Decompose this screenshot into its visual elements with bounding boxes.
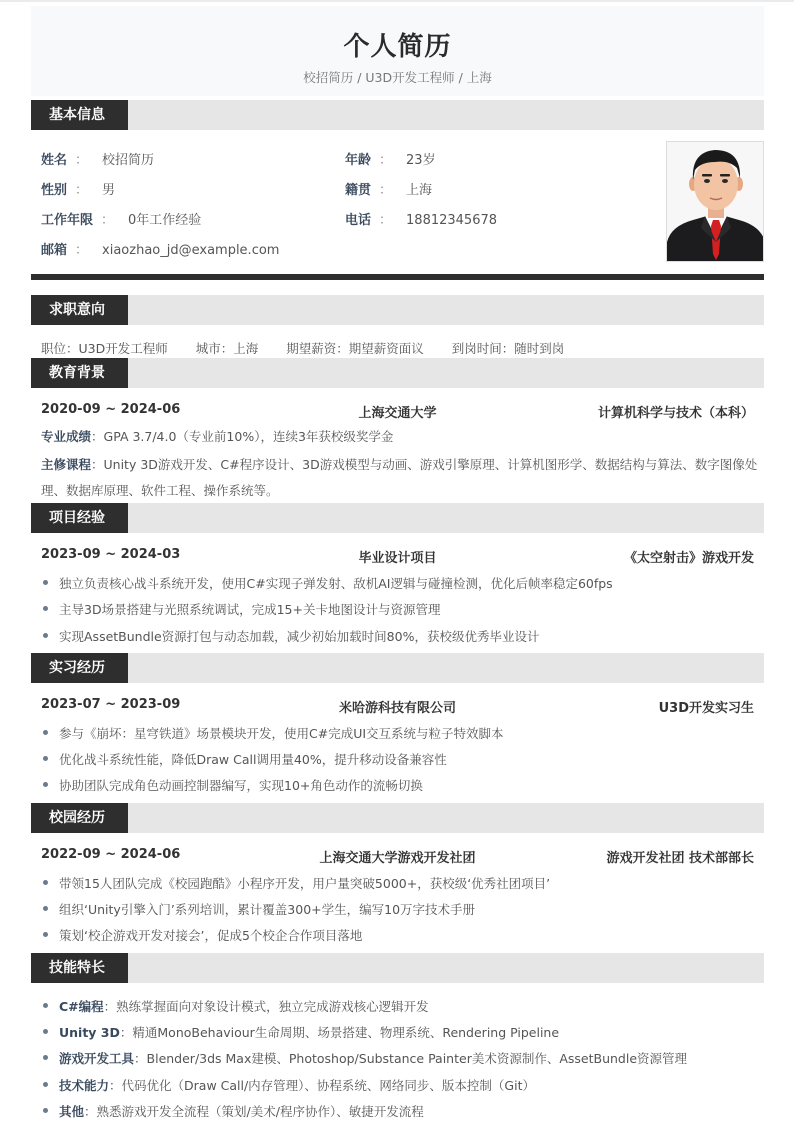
info-value: 上海 — [406, 183, 433, 198]
page-title: 个人简历 — [343, 32, 452, 62]
avatar-photo — [666, 141, 764, 262]
info-value: 23岁 — [406, 153, 436, 168]
list-item: 协助团队完成角色动画控制器编写，实现10+角色动作的流畅切换 — [43, 776, 423, 794]
list-item: 优化战斗系统性能，降低Draw Call调用量40%，提升移动设备兼容性 — [43, 750, 447, 768]
resume-header — [31, 6, 764, 96]
info-experience: 工作年限 ： 0年工作经验 — [41, 213, 202, 228]
info-value: xiaozhao_jd@example.com — [102, 243, 280, 258]
education-entry-header — [41, 402, 754, 420]
section-title: 求职意向 — [31, 295, 128, 325]
intent-arrival: 到岗时间：随时到岗 — [451, 341, 565, 356]
education-grades: 专业成绩：GPA 3.7/4.0（专业前10%），连续3年获校级奖学金 — [41, 429, 394, 444]
section-title: 实习经历 — [31, 653, 128, 683]
skill-item: Unity 3D：精通MonoBehaviour生命周期、场景搭建、物理系统、Rendering Pipeline — [43, 1023, 559, 1041]
skill-item: 技术能力：代码优化（Draw Call/内存管理）、协程系统、网络同步、版本控制（Git） — [43, 1076, 535, 1094]
section-basic-info — [31, 100, 764, 130]
info-value: 男 — [102, 183, 116, 198]
section-job-intent — [31, 295, 764, 325]
entry-role: 游戏开发社团 技术部部长 — [606, 851, 754, 866]
info-label: 姓名 — [41, 153, 68, 168]
entry-role: U3D开发实习生 — [658, 701, 754, 716]
info-value: 0年工作经验 — [128, 213, 202, 228]
info-value: 校招简历 — [102, 153, 155, 168]
info-label: 籍贯 — [345, 183, 372, 198]
skill-item: C#编程：熟练掌握面向对象设计模式，独立完成游戏核心逻辑开发 — [43, 997, 429, 1015]
entry-name: 毕业设计项目 — [358, 551, 437, 566]
info-gender: 性别 ： 男 — [41, 183, 116, 198]
info-value: 18812345678 — [406, 213, 498, 228]
section-title: 校园经历 — [31, 803, 128, 833]
info-label: 邮箱 — [41, 243, 68, 258]
intent-city: 城市：上海 — [195, 341, 259, 356]
intent-salary: 期望薪资：期望薪资面议 — [286, 341, 424, 356]
info-label: 年龄 — [345, 153, 372, 168]
job-intent-row — [41, 339, 592, 357]
list-item: 主导3D场景搭建与光照系统调试，完成15+关卡地图设计与资源管理 — [43, 600, 440, 618]
list-item: 实现AssetBundle资源打包与动态加载，减少初始加载时间80%，获校级优秀毕业设计 — [43, 627, 539, 645]
info-name: 姓名 ： 校招简历 — [41, 153, 155, 168]
section-education — [31, 358, 764, 388]
info-hometown: 籍贯 ： 上海 — [345, 183, 433, 198]
page-subtitle: 校招简历 / U3D开发工程师 / 上海 — [303, 70, 492, 85]
entry-school: 上海交通大学 — [358, 406, 437, 421]
section-title: 教育背景 — [31, 358, 128, 388]
intent-position: 职位：U3D开发工程师 — [41, 341, 168, 356]
entry-major: 计算机科学与技术（本科） — [597, 406, 754, 421]
info-label: 电话 — [345, 213, 372, 228]
list-item: 独立负责核心战斗系统开发，使用C#实现子弹发射、敌机AI逻辑与碰撞检测，优化后帧率稳定60fps — [43, 574, 613, 592]
section-campus — [31, 803, 764, 833]
section-title: 项目经验 — [31, 503, 128, 533]
section-title: 基本信息 — [31, 100, 128, 130]
section-skills — [31, 953, 764, 983]
info-label: 性别 — [41, 183, 68, 198]
section-divider — [31, 274, 764, 280]
list-item: 带领15人团队完成《校园跑酷》小程序开发，用户量突破5000+，获校级‘优秀社团项目’ — [43, 874, 550, 892]
entry-role: 《太空射击》游戏开发 — [623, 551, 754, 566]
section-title: 技能特长 — [31, 953, 128, 983]
info-label: 工作年限 — [41, 213, 94, 228]
entry-company: 米哈游科技有限公司 — [338, 701, 456, 716]
info-email: 邮箱 ： xiaozhao_jd@example.com — [41, 243, 280, 258]
entry-period: 2023-09 ~ 2024-03 — [41, 547, 181, 562]
internship-entry-header — [41, 697, 754, 715]
entry-org: 上海交通大学游戏开发社团 — [319, 851, 476, 866]
portrait-icon — [667, 142, 764, 262]
list-item: 策划‘校企游戏开发对接会’，促成5个校企合作项目落地 — [43, 926, 362, 944]
list-item: 参与《崩坏：星穹铁道》场景模块开发，使用C#完成UI交互系统与粒子特效脚本 — [43, 724, 504, 742]
project-entry-header — [41, 547, 754, 565]
education-courses: 主修课程：Unity 3D游戏开发、C#程序设计、3D游戏模型与动画、游戏引擎原理、计算机图形学、数据结构与算法、数字图像处理、数据库原理、软件工程、操作系统等。 — [41, 457, 758, 498]
info-age: 年龄 ： 23岁 — [345, 153, 436, 168]
skill-item: 其他：熟悉游戏开发全流程（策划/美术/程序协作）、敏捷开发流程 — [43, 1102, 424, 1120]
section-internship — [31, 653, 764, 683]
entry-period: 2020-09 ~ 2024-06 — [41, 402, 181, 417]
section-project — [31, 503, 764, 533]
entry-period: 2023-07 ~ 2023-09 — [41, 697, 181, 712]
info-phone: 电话 ： 18812345678 — [345, 213, 498, 228]
list-item: 组织‘Unity引擎入门’系列培训，累计覆盖300+学生，编写10万字技术手册 — [43, 900, 475, 918]
campus-entry-header — [41, 847, 754, 865]
skill-item: 游戏开发工具：Blender/3ds Max建模、Photoshop/Substance Painter美术资源制作、AssetBundle资源管理 — [43, 1049, 687, 1067]
entry-period: 2022-09 ~ 2024-06 — [41, 847, 181, 862]
